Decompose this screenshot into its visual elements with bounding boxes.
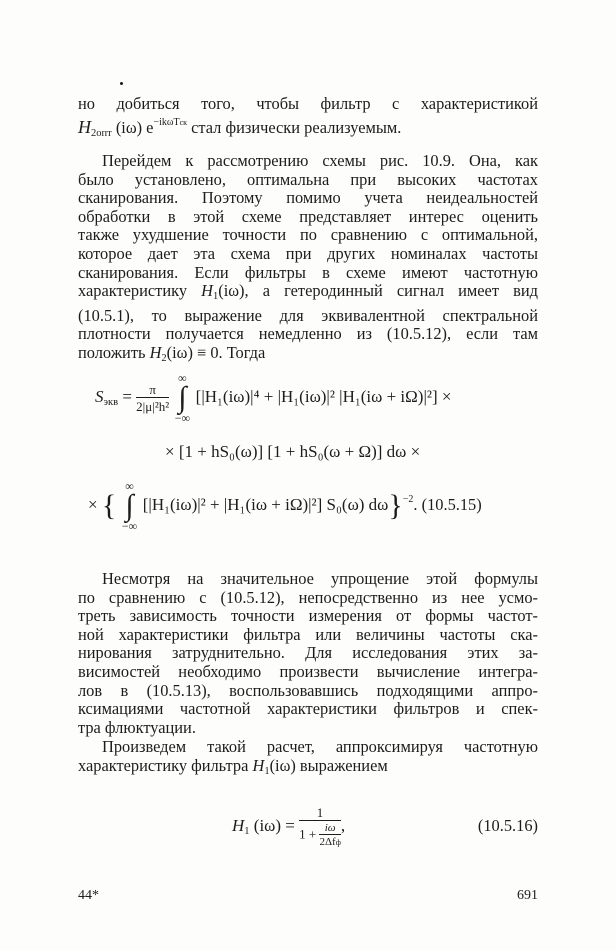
p4-line-1: Произведем такой расчет, аппроксимируя частотную [102,737,538,756]
p3-line-5: нирования затруднительно. Для исследования этих за- [78,643,538,663]
paragraph-3 [78,570,538,737]
p3-line-8: ксимациями частотной характеристики фильтров и спек- [78,699,538,719]
p2-line-6: которое дает эта схема при других номиналах частоты [78,243,538,263]
p3-line-6: висимостей необходимо произвести вычисление интегра- [78,661,538,681]
p2-line-8: характеристику $H_1(i\omega)$, а гетеродинный сигнал имеет вид [78,281,538,303]
p3-line-7: лов в (10.5.13), воспользовавшись подходящими аппро- [78,680,538,700]
equation-10-5-15-line-1: $S_{экв}$ = $\frac{\pi}{\text{2|μ|²h²}}$ ∞ ∫ −∞ [|H₁(iω)|⁴ + |H₁(iω)|² |H₁(iω + iΩ)|²] × [95,371,452,425]
p2-line-11: положить $H_2(i\omega) \equiv 0$. Тогда [78,342,266,364]
p3-line-1: Несмотря на значительное упрощение этой формулы [102,569,538,588]
signature-mark: 44* [78,888,99,903]
p4-line-2: характеристику фильтра $H_1(i\omega)$ выражением [78,755,388,777]
p2-line-4: обработки в этой схеме представляет интерес оценить [78,206,538,226]
p2-line-3: сканирования. Поэтому помимо учета неидеальностей [78,188,538,208]
eq1-fraction: $\frac{\pi}{\text{2|μ|²h²}}$ [136,382,170,414]
equation-10-5-15-line-2: × [1 + hS₀(ω)] [1 + hS₀(ω + Ω)] dω × [165,442,421,461]
p2-line-7: сканирования. Если фильтры в схеме имеют частотную [78,262,538,282]
p3-line-4: ной характеристики фильтра или величины частоты ска- [78,624,538,644]
paragraph-1 [78,95,538,143]
print-speck [120,82,123,85]
p2-line-1: Перейдем к рассмотрению схемы рис. 10.9. Она, как [102,151,538,170]
p3-line-2: по сравнению с (10.5.12), непосредственно из нее усмо- [78,587,538,607]
p2-line-2: было установлено, оптимальна при высоких частотах [78,169,538,189]
p3-line-3: треть зависимость точности измерения от формы частот- [78,606,538,626]
p3-line-9: тра флюктуации. [78,717,196,737]
integral-sign: ∞ ∫ −∞ [174,371,191,425]
p1-line-2: $H_{2опт}$ (iω) $e^{-ik\omega Tск}$ стал физически реализуемым. [78,116,402,139]
p2-line-5: также ухудшение точности по сравнению с оптимальной, [78,225,538,245]
paragraph-4 [78,738,538,781]
integral-sign-2: ∞ ∫ −∞ [121,479,138,533]
eq2-fraction: 1 1 + $\frac{i\omega}{\text{2Δfф}}$ [299,805,341,848]
paragraph-2 [78,152,538,369]
p2-line-10: плотности получается немедленно из (10.5.12), если там [78,324,538,344]
p2-line-9: (10.5.1), то выражение для эквивалентной спектральной [78,305,538,325]
equation-10-5-15-line-3: × { ∞ ∫ −∞ [|H₁(iω)|² + |H₁(iω + iΩ)|²] S₀(ω) dω}$^{-2}$. (10.5.15) [88,479,482,533]
equation-10-5-16: $H_1$ (iω) = 1 1 + $\frac{i\omega}{\text{2Δfф}}$ , [232,805,346,848]
page-number: 691 [517,888,538,903]
equation-number-10-5-16: (10.5.16) [477,816,538,835]
p1-line-1: но добиться того, чтобы фильтр с характеристикой [78,94,538,113]
